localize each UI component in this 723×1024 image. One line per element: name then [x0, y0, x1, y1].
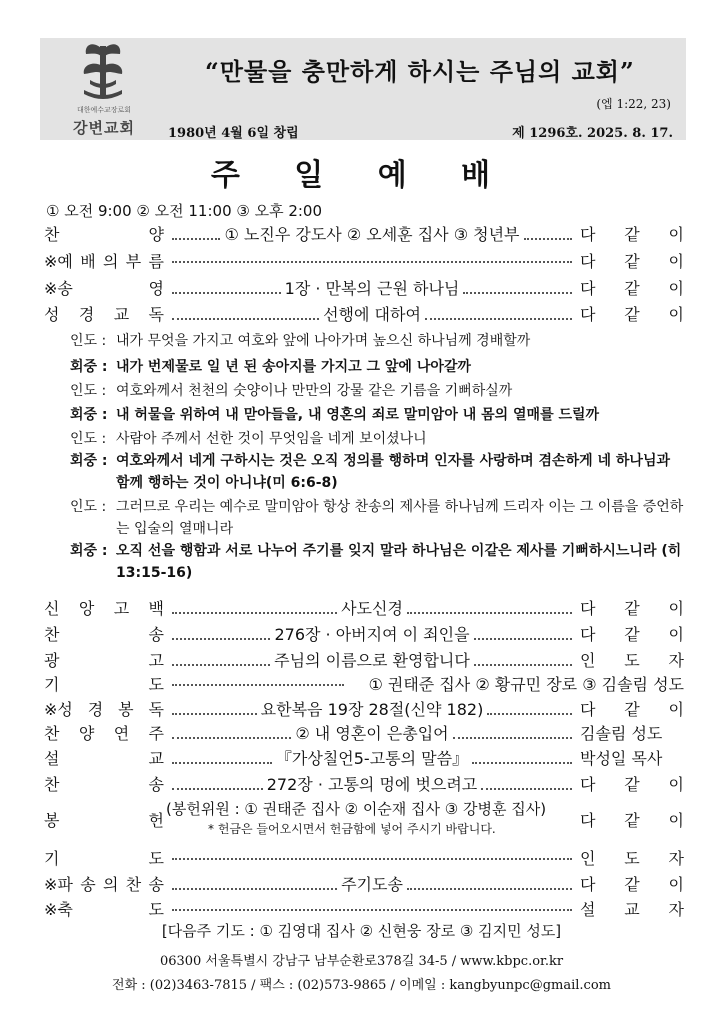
order-item — [168, 222, 576, 245]
order-right-char: 이 — [668, 775, 684, 794]
order-right-char: 이 — [668, 252, 684, 271]
order-item — [168, 846, 576, 860]
tree-cross-icon — [54, 40, 154, 106]
offering-note: * 헌금은 들어오시면서 헌금함에 넣어 주시기 바랍니다. — [208, 822, 496, 836]
order-row — [44, 222, 684, 248]
speaker-label: 회중 : — [70, 453, 108, 469]
leader-dots — [172, 626, 270, 640]
church-logo — [54, 40, 154, 140]
order-label-char: 도 — [148, 900, 164, 919]
order-label-char: 찬 — [44, 625, 60, 644]
order-label-char: 고 — [113, 599, 130, 618]
leader-dots — [172, 725, 291, 739]
order-label-char: 고 — [148, 651, 164, 670]
order-label — [44, 222, 164, 245]
order-label — [44, 872, 164, 895]
order-right-char: 이 — [668, 625, 684, 644]
order-label — [44, 596, 164, 619]
order-label — [44, 697, 164, 720]
order-item — [168, 897, 576, 911]
order-right-char: 다 — [580, 875, 596, 894]
leader-line — [70, 380, 690, 402]
order-label — [44, 721, 164, 744]
congregation-line — [70, 356, 690, 378]
leader-dots — [172, 876, 337, 890]
order-right-char: 도 — [624, 849, 640, 868]
order-right-char: 같 — [624, 305, 640, 324]
order-label-char: 의 — [102, 875, 119, 894]
order-row — [44, 302, 684, 328]
leader-dots — [524, 226, 572, 240]
order-right — [580, 302, 684, 325]
order-right — [580, 772, 684, 795]
order-label-char: 기 — [44, 849, 60, 868]
order-label — [44, 648, 164, 671]
order-row — [44, 846, 684, 872]
order-label — [44, 897, 164, 920]
order-right-char: 다 — [580, 599, 596, 618]
order-label-char: 송 — [148, 775, 164, 794]
speaker-label: 회중 : — [70, 407, 108, 423]
order-right — [580, 897, 684, 920]
order-right-char: 다 — [580, 305, 596, 324]
order-row — [44, 697, 684, 723]
order-right-char: 자 — [668, 651, 684, 670]
page-title: 주 일 예 배 — [210, 158, 513, 193]
church-address: 06300 서울특별시 강남구 남부순환로378길 34-5 / www.kbpc.or.kr — [159, 954, 564, 969]
order-label-char: 도 — [148, 849, 164, 868]
order-right: 김솔림 성도 — [580, 724, 663, 743]
reading-text: 여호와께서 네게 구하시는 것은 오직 정의를 행하며 인자를 사랑하며 겸손하게 네 하나님과 함께 행하는 것이 아니냐(미 6:6-8) — [116, 453, 671, 491]
order-label — [44, 622, 164, 645]
leader-dots — [407, 600, 572, 614]
order-label-char: 성 — [44, 305, 60, 324]
reading-text: 내가 번제물로 일 년 된 송아지를 가지고 그 앞에 나아갈까 — [116, 359, 471, 375]
order-label-char: 독 — [148, 305, 164, 324]
order-right-char: 같 — [624, 875, 640, 894]
speaker-label: 회중 : — [70, 543, 108, 559]
order-right-char: 이 — [668, 225, 684, 244]
leader-dots — [172, 226, 220, 240]
order-item — [168, 872, 576, 895]
leader-dots — [463, 280, 572, 294]
speaker-label: 회중 : — [70, 359, 108, 375]
order-row — [44, 648, 684, 674]
order-label-char: ※송 — [44, 279, 73, 298]
order-label-char: 찬 — [44, 225, 60, 244]
leader-dots — [172, 672, 344, 686]
order-right-char: 인 — [580, 849, 596, 868]
order-right-char: 같 — [624, 225, 640, 244]
order-label-char: 찬 — [125, 875, 142, 894]
order-label — [44, 302, 164, 325]
order-right: 박성일 목사 — [580, 749, 663, 768]
order-right-char: 자 — [668, 849, 684, 868]
order-item — [168, 648, 576, 671]
order-label-char: 배 — [80, 252, 96, 271]
order-right-char: 같 — [624, 599, 640, 618]
order-right-char: 같 — [624, 700, 640, 719]
order-label-char: 찬 — [44, 775, 60, 794]
order-right-char: 도 — [624, 651, 640, 670]
order-row — [44, 622, 684, 648]
order-label-char: 설 — [44, 749, 60, 768]
order-item-text: 선행에 대하여 — [323, 305, 421, 324]
motto-verse: (엡 1:22, 23) — [596, 97, 671, 111]
order-label-char: 양 — [78, 724, 95, 743]
order-right-char: 이 — [668, 599, 684, 618]
logo-denomination: 대한예수교장로회 — [76, 106, 132, 114]
order-right-char: 다 — [580, 625, 596, 644]
order-item-text: 276장 · 아버지여 이 죄인을 — [274, 625, 470, 644]
order-right-char: 같 — [624, 252, 640, 271]
order-label-char: 송 — [148, 625, 164, 644]
church-contact: 전화 : (02)3463-7815 / 팩스 : (02)573-9865 / 이메일 : kangbyunpc@gmail.com — [112, 978, 611, 993]
service-times: ① 오전 9:00 ② 오전 11:00 ③ 오후 2:00 — [46, 202, 323, 220]
leader-line — [70, 496, 690, 540]
order-right-char: 다 — [580, 279, 596, 298]
leader-dots — [172, 249, 572, 263]
congregation-line — [70, 450, 690, 494]
order-label-char: 신 — [44, 599, 60, 618]
logo-church-name: 강변교회 — [73, 119, 135, 137]
order-right-char: 설 — [580, 900, 596, 919]
speaker-label: 인도 : — [70, 383, 107, 399]
speaker-label: 인도 : — [70, 431, 107, 447]
order-label-char: 의 — [102, 252, 119, 271]
order-item — [168, 772, 576, 795]
order-right — [580, 276, 684, 299]
order-label — [44, 772, 164, 795]
order-label-char: 교 — [148, 749, 164, 768]
order-row — [44, 276, 684, 302]
order-label-char: 경 — [78, 305, 95, 324]
order-right — [580, 249, 684, 272]
order-label-char: 양 — [148, 225, 164, 244]
order-label — [44, 746, 164, 769]
offering-committee: (봉헌위원 : ① 권태준 집사 ② 이순재 집사 ③ 강병훈 집사) — [166, 800, 547, 818]
reading-text: 그러므로 우리는 예수로 말미암아 항상 찬송의 제사를 하나님께 드리자 이는 그 이름을 증언하는 입술의 열매니라 — [116, 499, 684, 537]
order-label-char: 영 — [148, 279, 164, 298]
church-motto: “만물을 충만하게 하시는 주님의 교회” — [205, 57, 635, 86]
leader-dots — [172, 701, 257, 715]
leader-dots — [172, 306, 319, 320]
leader-dots — [474, 652, 572, 666]
order-right — [580, 697, 684, 720]
order-label-char: 송 — [80, 875, 96, 894]
order-right — [580, 622, 684, 645]
order-right: ① 권태준 집사 ② 황규민 장로 ③ 김솔림 성도 — [368, 675, 684, 694]
reading-text: 내가 무엇을 가지고 여호와 앞에 나아가며 높으신 하나님께 경배할까 — [116, 333, 531, 349]
order-row — [44, 596, 684, 622]
order-right — [580, 596, 684, 619]
order-item — [168, 276, 576, 299]
order-item — [168, 697, 576, 720]
order-right-char: 같 — [624, 775, 640, 794]
order-label-char: 부 — [125, 252, 142, 271]
order-label-char: 주 — [148, 724, 164, 743]
leader-dots — [425, 306, 572, 320]
leader-dots — [172, 600, 337, 614]
order-item-text: 1장 · 만복의 근원 하나님 — [284, 279, 460, 298]
order-label-char: 봉 — [118, 700, 134, 719]
congregation-line — [70, 540, 690, 584]
leader-dots — [172, 897, 572, 911]
order-label — [44, 249, 164, 272]
congregation-line — [70, 404, 690, 426]
reading-text: 오직 선을 행함과 서로 나누어 주기를 잊지 말라 하나님은 이같은 제사를 기뻐하시느니라 (히 13:15-16) — [116, 543, 682, 581]
order-label-char: 광 — [44, 651, 60, 670]
issue-number: 제 1296호. 2025. 8. 17. — [512, 126, 673, 141]
leader-dots — [172, 652, 270, 666]
speaker-label: 인도 : — [70, 333, 107, 349]
order-right-char: 자 — [668, 900, 684, 919]
order-label-char: 찬 — [44, 724, 60, 743]
order-right — [580, 648, 684, 671]
order-right-char: 교 — [624, 900, 640, 919]
order-item-text: 주기도송 — [341, 875, 403, 894]
order-item-text: ① 노진우 강도사 ② 오세훈 집사 ③ 청년부 — [224, 225, 520, 244]
order-label-char: 교 — [113, 305, 130, 324]
order-item-text: 요한복음 19장 28절(신약 182) — [260, 700, 484, 719]
next-week-prayer: [다음주 기도 : ① 김영대 집사 ② 신현웅 장로 ③ 김지민 성도] — [161, 922, 562, 940]
order-row — [44, 872, 684, 898]
order-item-text: 272장 · 고통의 멍에 벗으려고 — [266, 775, 478, 794]
order-right-char: 다 — [580, 225, 596, 244]
order-item — [168, 721, 576, 744]
leader-line — [70, 330, 690, 352]
leader-dots — [472, 750, 572, 764]
order-label-char: 경 — [87, 700, 104, 719]
order-label-char: 송 — [148, 875, 164, 894]
order-row — [44, 772, 684, 798]
leader-dots — [487, 701, 572, 715]
founded-date: 1980년 4월 6일 창립 — [168, 126, 299, 141]
order-item-text: 『가상칠언5-고통의 말씀』 — [275, 749, 469, 768]
leader-dots — [407, 876, 572, 890]
order-row — [44, 249, 684, 275]
reading-text: 사람아 주께서 선한 것이 무엇임을 네게 보이셨나니 — [116, 431, 427, 447]
leader-line — [70, 428, 690, 450]
order-right-char: 같 — [624, 279, 640, 298]
order-right-char: 이 — [668, 305, 684, 324]
order-label-char: 도 — [148, 675, 164, 694]
order-label-char: 름 — [148, 252, 164, 271]
order-item-text: ② 내 영혼이 은총입어 — [295, 724, 449, 743]
order-item — [168, 302, 576, 325]
order-label: 봉 헌 — [44, 811, 164, 830]
order-label — [44, 672, 164, 695]
order-label-char: 기 — [44, 675, 60, 694]
order-right-char: 인 — [580, 651, 596, 670]
reading-text: 여호와께서 천천의 숫양이나 만만의 강물 같은 기름을 기뻐하실까 — [116, 383, 513, 399]
order-row — [44, 672, 684, 698]
leader-dots — [474, 626, 572, 640]
order-item — [168, 746, 576, 769]
order-label — [44, 276, 164, 299]
leader-dots — [481, 776, 572, 790]
reading-text: 내 허물을 위하여 내 맏아들을, 내 영혼의 죄로 말미암아 내 몸의 열매를 드릴까 — [116, 407, 600, 423]
order-item — [168, 596, 576, 619]
order-right — [580, 222, 684, 245]
order-right-char: 다 — [580, 700, 596, 719]
order-item — [168, 672, 348, 686]
order-right — [580, 872, 684, 895]
order-right: 다 같 이 — [580, 811, 684, 830]
order-label-char: 연 — [113, 724, 130, 743]
speaker-label: 인도 : — [70, 499, 107, 515]
order-right-char: 이 — [668, 279, 684, 298]
order-label — [44, 846, 164, 869]
order-item — [168, 249, 576, 263]
order-row — [44, 721, 684, 747]
order-right — [580, 846, 684, 869]
order-label-char: ※축 — [44, 900, 73, 919]
order-label-char: 백 — [148, 599, 164, 618]
order-label-char: ※파 — [44, 875, 73, 894]
order-right-char: 다 — [580, 775, 596, 794]
order-label-char: 앙 — [78, 599, 95, 618]
order-right-char: 이 — [668, 700, 684, 719]
leader-dots — [172, 750, 272, 764]
order-label-char: ※예 — [44, 252, 73, 271]
leader-dots — [172, 846, 572, 860]
order-item-text: 사도신경 — [341, 599, 403, 618]
order-label-char: ※성 — [44, 700, 73, 719]
order-right-char: 같 — [624, 625, 640, 644]
order-right-char: 다 — [580, 252, 596, 271]
leader-dots — [172, 776, 263, 790]
order-item — [168, 622, 576, 645]
order-row — [44, 746, 684, 772]
order-item-text: 주님의 이름으로 환영합니다 — [274, 651, 470, 670]
leader-dots — [453, 725, 572, 739]
order-label-char: 독 — [148, 700, 164, 719]
leader-dots — [172, 280, 281, 294]
order-right-char: 이 — [668, 875, 684, 894]
